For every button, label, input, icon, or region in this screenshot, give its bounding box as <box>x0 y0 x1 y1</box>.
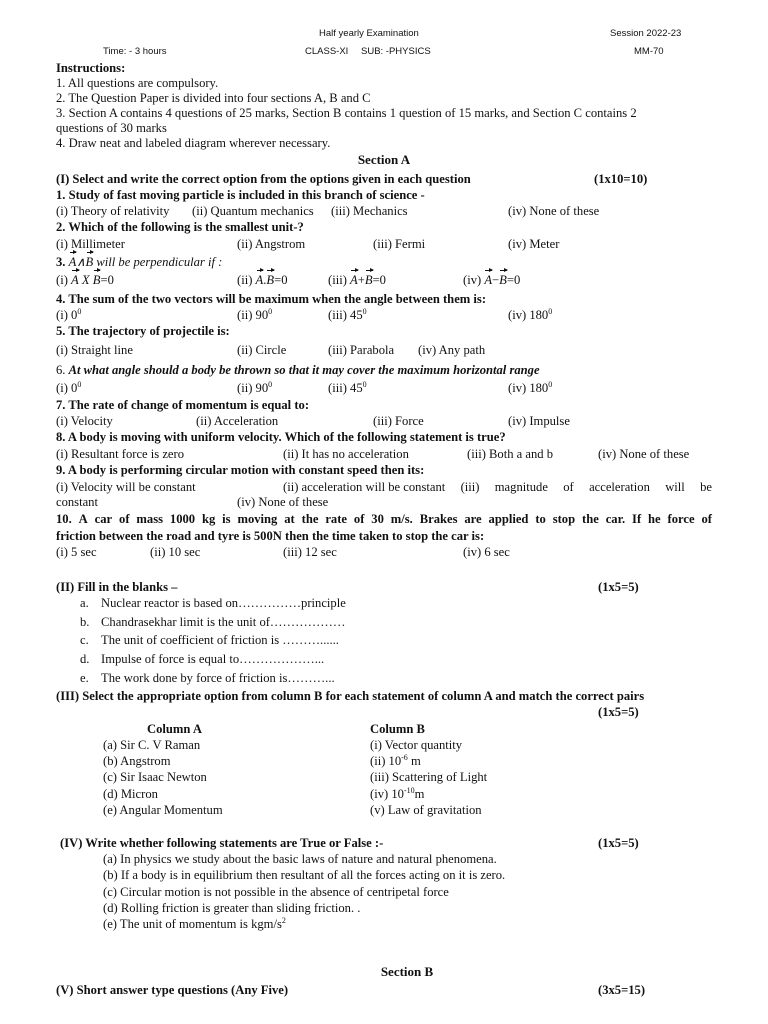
option: (i) A X B=0 <box>56 273 114 287</box>
instruction-item: questions of 30 marks <box>56 121 167 135</box>
column-b-item: (v) Law of gravitation <box>370 803 482 817</box>
option: (iii) $45^0$ <box>328 306 367 322</box>
option: (iii) Parabola <box>328 343 395 357</box>
option: (i) $0^0$ <box>56 379 82 395</box>
part3-marks: (1x5=5) <box>598 705 639 719</box>
option: (iii) Force <box>373 414 424 428</box>
fill-blank-text: Nuclear reactor is based on……………principle <box>101 596 346 610</box>
part1-heading: (I) Select and write the correct option from the options given in each question <box>56 172 471 186</box>
option: (ii) Quantum mechanics <box>192 204 314 218</box>
true-false-item: (c) Circular motion is not possible in the absence of centripetal force <box>103 885 449 899</box>
option: (ii) It has no acceleration <box>283 447 409 461</box>
option: (iv) 6 sec <box>463 545 510 559</box>
option: (iv) Any path <box>418 343 486 357</box>
option: (ii) Acceleration <box>196 414 279 428</box>
option: (iii) $45^0$ <box>328 379 367 395</box>
instruction-item: 2. The Question Paper is divided into four sections A, B and C <box>56 91 371 105</box>
question-5: 5. The trajectory of projectile is: <box>56 324 230 338</box>
option: (i) $0^0$ <box>56 306 82 322</box>
fill-blank-text: Impulse of force is equal to………………... <box>101 652 325 666</box>
option: (iii) 12 sec <box>283 545 337 559</box>
column-b-item: (i) Vector quantity <box>370 738 463 752</box>
option: (i) Millimeter <box>56 237 125 251</box>
question-10-continued: friction between the road and tyre is 500N then the time taken to stop the car is: <box>56 529 485 543</box>
option: (ii) A.B=0 <box>237 273 288 287</box>
column-a-title: Column A <box>147 722 202 736</box>
question-4: 4. The sum of the two vectors will be maximum when the angle between them is: <box>56 292 487 306</box>
fill-blank-text: The work done by force of friction is………... <box>101 671 335 685</box>
fill-blank-text: The unit of coefficient of friction is ………...... <box>101 633 339 647</box>
option: (i) Straight line <box>56 343 133 357</box>
option: (iv) None of these <box>508 204 600 218</box>
true-false-item: (e) The unit of momentum is kgm/$s^2$ <box>103 915 286 931</box>
option: (ii) $90^0$ <box>237 379 273 395</box>
part1-marks: (1x10=10) <box>594 172 648 186</box>
fill-blank-item: e. <box>80 671 89 685</box>
option: (iv) Impulse <box>508 414 570 428</box>
true-false-item: (b) If a body is in equilibrium then resultant of all the forces acting on it is zero. <box>103 868 506 882</box>
column-b-item: (ii) $10^{-6}$ m <box>370 752 421 768</box>
true-false-item: (d) Rolling friction is greater than sliding friction. . <box>103 901 361 915</box>
time-label: Time: - 3 hours <box>103 46 167 57</box>
column-b-title: Column B <box>370 722 425 736</box>
column-a-item: (d) Micron <box>103 787 158 801</box>
option: (iii) A+B=0 <box>328 273 386 287</box>
option: (i) Theory of relativity <box>56 204 170 218</box>
fill-blank-item: b. <box>80 615 90 629</box>
option: (ii) $90^0$ <box>237 306 273 322</box>
fill-blank-text: Chandrasekhar limit is the unit of……………… <box>101 615 346 629</box>
option: (iv) A−B=0 <box>463 273 521 287</box>
option: (i) 5 sec <box>56 545 97 559</box>
question-7: 7. The rate of change of momentum is equal to: <box>56 398 310 412</box>
column-a-item: (e) Angular Momentum <box>103 803 223 817</box>
fill-blank-item: c. <box>80 633 89 647</box>
section-a-title: Section A <box>357 152 411 167</box>
option: (ii) 10 sec <box>150 545 201 559</box>
option: (iv) None of these <box>237 495 329 509</box>
part4-heading: (IV) Write whether following statements are True or False :- <box>60 836 384 850</box>
fill-blank-item: d. <box>80 652 90 666</box>
option: (iii) Fermi <box>373 237 426 251</box>
option: (i) Resultant force is zero <box>56 447 184 461</box>
option: (i) Velocity will be constant <box>56 480 196 494</box>
option: (iv) Meter <box>508 237 560 251</box>
question-9: 9. A body is performing circular motion with constant speed then its: <box>56 463 425 477</box>
part2-marks: (1x5=5) <box>598 580 639 594</box>
part4-marks: (1x5=5) <box>598 836 639 850</box>
section-b-marks: (3x5=15) <box>598 983 646 997</box>
question-1: 1. Study of fast moving particle is included in this branch of science - <box>56 188 425 202</box>
instruction-item: 3. Section A contains 4 questions of 25 marks, Section B contains 1 question of 15 marks, and Section C contains 2 <box>56 106 637 120</box>
option: (ii) Circle <box>237 343 287 357</box>
option: (iv) None of these <box>598 447 690 461</box>
subject-label: SUB: -PHYSICS <box>361 46 431 57</box>
max-marks-label: MM-70 <box>634 46 664 57</box>
section-b-heading: (V) Short answer type questions (Any Five) <box>56 983 289 997</box>
session-label: Session 2022-23 <box>610 28 682 39</box>
option: (iv) $180^0$ <box>508 379 553 395</box>
question-6: 6. At what angle should a body be thrown so that it may cover the maximum horizontal range <box>56 363 540 377</box>
instructions-title: Instructions: <box>56 61 126 75</box>
option-continued: constant <box>56 495 98 509</box>
option: (ii) Angstrom <box>237 237 306 251</box>
class-label: CLASS-XI <box>305 46 349 57</box>
option-justified: (ii) acceleration will be constant (iii) magnitude of acceleration will be <box>283 480 712 494</box>
true-false-item: (a) In physics we study about the basic laws of nature and natural phenomena. <box>103 852 497 866</box>
fill-blank-item: a. <box>80 596 89 610</box>
instruction-item: 4. Draw neat and labeled diagram wherever necessary. <box>56 136 331 150</box>
column-b-item: (iv) $10^{-10}m$ <box>370 785 425 801</box>
part3-heading: (III) Select the appropriate option from column B for each statement of column A and match the correct pairs <box>56 689 645 703</box>
question-3: 3. A∧B will be perpendicular if : <box>56 255 223 269</box>
part2-heading: (II) Fill in the blanks – <box>56 580 178 594</box>
column-a-item: (a) Sir C. V Raman <box>103 738 201 752</box>
question-8: 8. A body is moving with uniform velocity. Which of the following statement is true? <box>56 430 506 444</box>
option: (i) Velocity <box>56 414 113 428</box>
exam-title: Half yearly Examination <box>319 28 419 39</box>
option: (iv) $180^0$ <box>508 306 553 322</box>
option: (iii) Mechanics <box>331 204 408 218</box>
column-a-item: (c) Sir Isaac Newton <box>103 770 207 784</box>
column-a-item: (b) Angstrom <box>103 754 171 768</box>
instruction-item: 1. All questions are compulsory. <box>56 76 219 90</box>
question-2: 2. Which of the following is the smallest unit-? <box>56 220 304 234</box>
question-10: 10. A car of mass 1000 kg is moving at the rate of 30 m/s. Brakes are applied to stop the car. If he force of <box>56 512 712 526</box>
option: (iii) Both a and b <box>467 447 554 461</box>
section-b-title: Section B <box>380 964 434 979</box>
column-b-item: (iii) Scattering of Light <box>370 770 488 784</box>
